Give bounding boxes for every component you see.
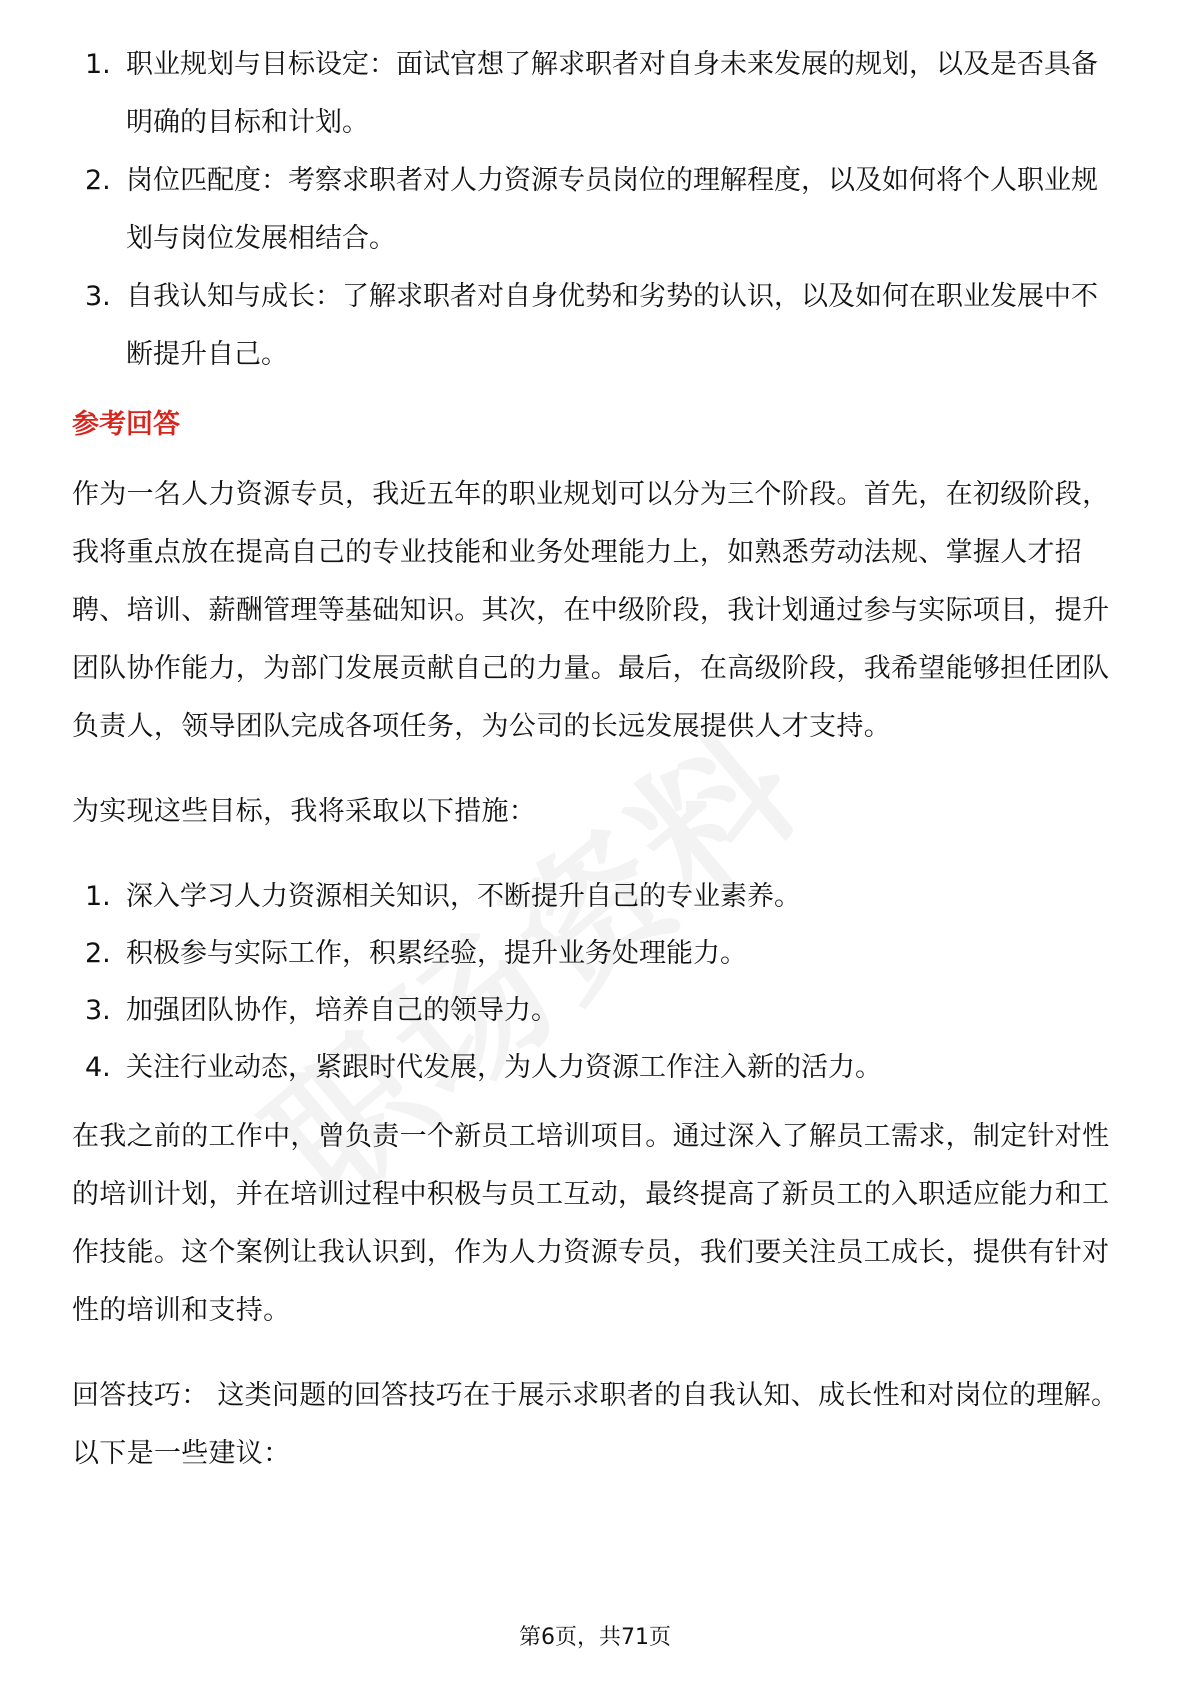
list-number: 2. xyxy=(85,938,111,969)
list-number: 3. xyxy=(85,281,111,312)
list-text: 自我认知与成长：了解求职者对自身优势和劣势的认识，以及如何在职业发展中不断提升自己。 xyxy=(126,281,1098,370)
list-text: 关注行业动态，紧跟时代发展，为人力资源工作注入新的活力。 xyxy=(126,1052,882,1083)
measures-intro: 为实现这些目标，我将采取以下措施： xyxy=(72,796,537,827)
page-content xyxy=(72,36,1122,1510)
list-text: 积极参与实际工作，积累经验，提升业务处理能力。 xyxy=(126,938,747,969)
evaluation-points-list xyxy=(72,36,1122,384)
list-number: 2. xyxy=(85,165,111,196)
list-item xyxy=(72,152,1122,268)
section-heading: 参考回答 xyxy=(72,409,180,440)
list-item xyxy=(72,1039,1122,1096)
list-text: 加强团队协作，培养自己的领导力。 xyxy=(126,995,558,1026)
list-number: 1. xyxy=(85,49,111,80)
page-number: 第6页，共71页 xyxy=(519,1625,671,1650)
list-text: 深入学习人力资源相关知识，不断提升自己的专业素养。 xyxy=(126,881,801,912)
tips-paragraph: 回答技巧： 这类问题的回答技巧在于展示求职者的自我认知、成长性和对岗位的理解。以下是一些建议： xyxy=(72,1380,1119,1469)
measures-list xyxy=(72,868,1122,1096)
list-item xyxy=(72,982,1122,1039)
list-item xyxy=(72,868,1122,925)
list-item xyxy=(72,268,1122,384)
list-item xyxy=(72,36,1122,152)
list-text: 职业规划与目标设定：面试官想了解求职者对自身未来发展的规划，以及是否具备明确的目标和计划。 xyxy=(126,49,1098,138)
list-number: 4. xyxy=(85,1052,111,1083)
list-number: 3. xyxy=(85,995,111,1026)
list-number: 1. xyxy=(85,881,111,912)
list-text: 岗位匹配度：考察求职者对人力资源专员岗位的理解程度，以及如何将个人职业规划与岗位发展相结合。 xyxy=(126,165,1098,254)
answer-paragraph: 作为一名人力资源专员，我近五年的职业规划可以分为三个阶段。首先，在初级阶段，我将重点放在提高自己的专业技能和业务处理能力上，如熟悉劳动法规、掌握人才招聘、培训、薪酬管理等基础知识。其次，在中级阶段，我计划通过参与实际项目，提升团队协作能力，为部门发展贡献自己的力量。最后，在高级阶段，我希望能够担任团队负责人，领导团队完成各项任务，为公司的长远发展提供人才支持。 xyxy=(72,479,1110,742)
list-item xyxy=(72,925,1122,982)
case-paragraph: 在我之前的工作中，曾负责一个新员工培训项目。通过深入了解员工需求，制定针对性的培训计划，并在培训过程中积极与员工互动，最终提高了新员工的入职适应能力和工作技能。这个案例让我认识到，作为人力资源专员，我们要关注员工成长，提供有针对性的培训和支持。 xyxy=(72,1121,1110,1326)
